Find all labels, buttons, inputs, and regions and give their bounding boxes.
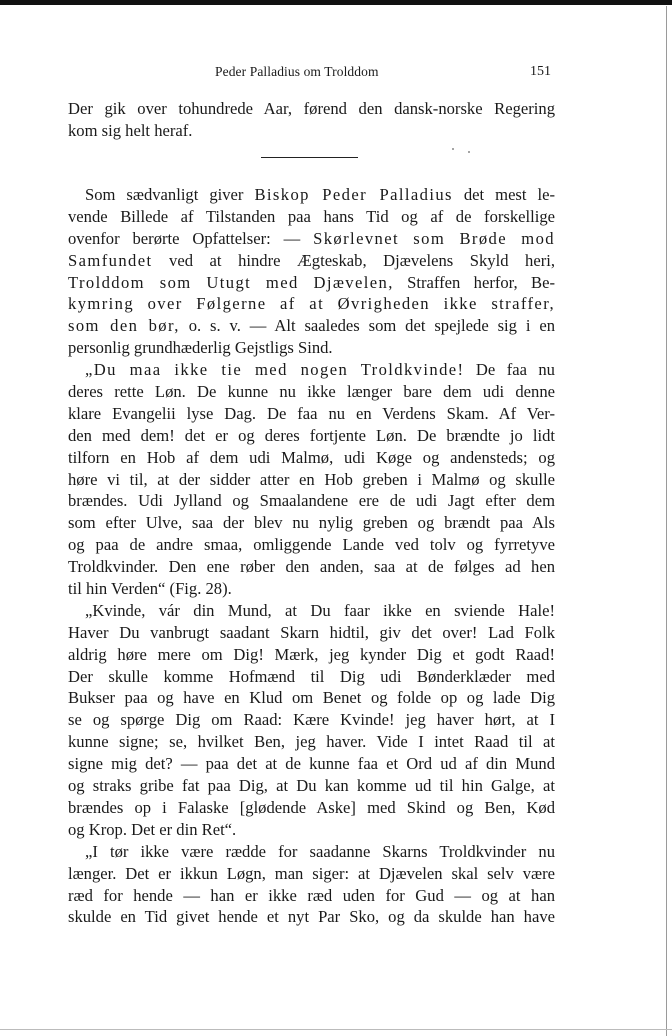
text-line: Som sædvanligt giver Biskop Peder Palladius det mest le-	[85, 185, 555, 204]
text-line: brændes. Udi Jylland og Smaalandene ere de udi Jagt efter dem	[68, 491, 555, 511]
text-line: aldrig høre mere om Dig! Mærk, jeg kynder Dig et godt Raad!	[68, 644, 555, 664]
text-line: og Krop. Det er din Ret“.	[68, 819, 237, 839]
text-line: kymring over Følgerne af at Øvrigheden ikke straffer,	[68, 294, 555, 314]
text-line: høre vi til, at der sidder atter en Hob greben i Malmø og skulle	[68, 469, 555, 489]
text-line: som efter Ulve, saa der blev nu nylig greben og brændt paa Als	[68, 513, 555, 533]
text-line: Bukser paa og have en Klud om Benet og folde op og lade Dig	[68, 688, 555, 708]
text-line: skulde en Tid givet hende et nyt Par Sko, og da skulde han have	[68, 907, 555, 927]
text-line: „Du maa ikke tie med nogen Troldkvinde! De faa nu	[85, 360, 555, 380]
text-line: den med dem! det er og deres fortjente Løn. De brændte jo lidt	[68, 425, 555, 445]
text-line: kom sig helt heraf.	[68, 120, 193, 140]
text-line: længer. Det er ikkun Løgn, man siger: at Djævelen skal selv være	[68, 863, 555, 883]
text-line: vende Billede af Tilstanden paa hans Tid og af de forskellige	[68, 206, 555, 226]
text-line: personlig grundhæderlig Gejstligs Sind.	[68, 338, 333, 358]
page-number: 151	[530, 64, 551, 79]
text-line: til hin Verden“ (Fig. 28).	[68, 579, 232, 599]
text-line: signe mig det? — paa det at de kunne faa et Ord ud af din Mund	[68, 754, 555, 774]
section-divider	[261, 157, 358, 158]
text-line: Der gik over tohundrede Aar, førend den dansk-norske Regering	[68, 99, 555, 118]
text-line: Samfundet ved at hindre Ægteskab, Djævelens Skyld heri,	[68, 250, 555, 270]
text-line: ræd for hende — han er ikke ræd uden for Gud — og at han	[68, 885, 555, 905]
text-line: Troldkvinder. Den ene røber den anden, saa at de følges ad hen	[68, 557, 555, 577]
print-speck	[468, 151, 470, 153]
text-line: brændes op i Falaske [glødende Aske] med Skind og Ben, Kød	[68, 797, 555, 817]
text-line: tilforn en Hob af dem udi Malmø, udi Køge og andensteds; og	[68, 447, 555, 467]
text-line: „I tør ikke være rædde for saadanne Skarns Troldkvinder nu	[85, 841, 555, 861]
text-line: deres rette Løn. De kunne nu ikke længer bare dem udi denne	[68, 382, 555, 402]
text-line: kunne signe; se, hvilket Ben, jeg haver. Vide I intet Raad til at	[68, 732, 555, 752]
text-line: klare Evangelii lyse Dag. De faa nu en Verdens Skam. Af Ver-	[68, 403, 555, 423]
text-line: og paa de andre smaa, omliggende Lande ved tolv og fyrretyve	[68, 535, 555, 555]
opening-paragraph	[68, 98, 555, 142]
text-line: Trolddom som Utugt med Djævelen, Straffen herfor, Be-	[68, 272, 555, 292]
running-title: Peder Palladius om Trolddom	[215, 64, 379, 79]
bottom-edge-line	[0, 1029, 672, 1030]
page-edge-line	[666, 6, 667, 1036]
text-line: Haver Du vanbrugt saadant Skarn hidtil, giv det over! Lad Folk	[68, 622, 555, 642]
top-border-rule	[0, 0, 672, 5]
print-speck	[452, 148, 454, 150]
text-line: se og spørge Dig om Raad: Kære Kvinde! jeg haver hørt, at I	[68, 710, 555, 730]
text-line: Der skulle komme Hofmænd til Dig udi Bønderklæder med	[68, 666, 555, 686]
text-line: og straks gribe fat paa Dig, at Du kan komme ud til hin Galge, at	[68, 776, 555, 796]
main-text	[68, 184, 555, 928]
text-line: „Kvinde, vár din Mund, at Du faar ikke en sviende Hale!	[85, 600, 555, 620]
text-line: ovenfor berørte Opfattelser: — Skørlevnet som Brøde mod	[68, 228, 556, 248]
text-line: som den bør, o. s. v. — Alt saaledes som det spejlede sig i en	[68, 316, 555, 336]
